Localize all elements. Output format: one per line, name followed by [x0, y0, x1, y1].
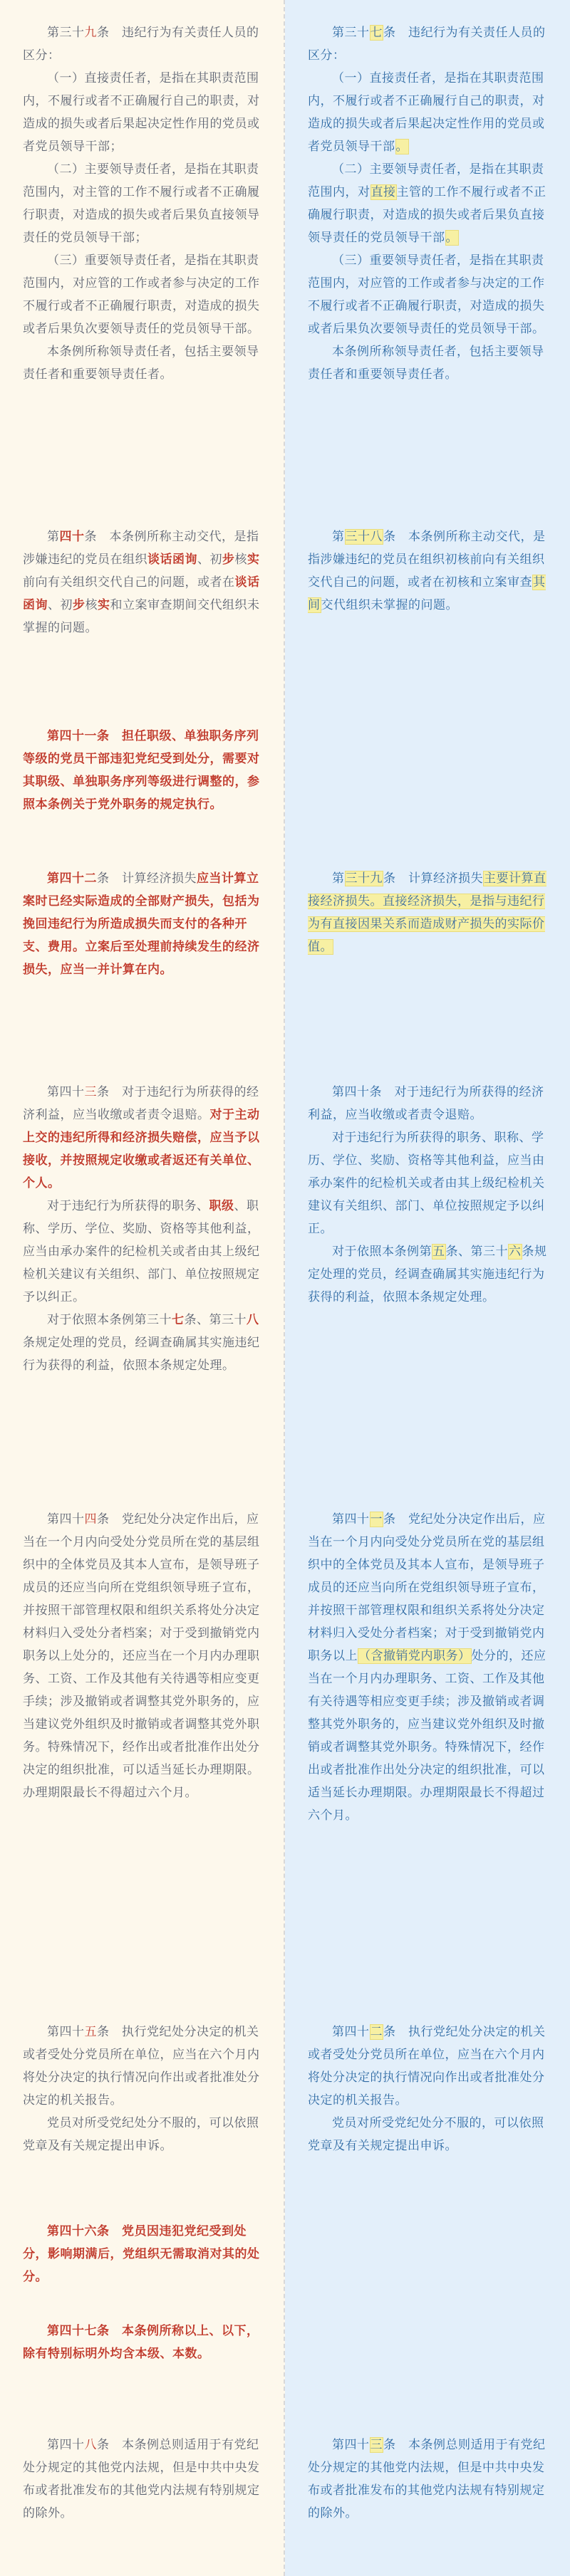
right-article-39: 第三十九条 计算经济损失主要计算直接经济损失。直接经济损失，是指与违纪行为有直接因果关系而造成财产损失的实际价值。: [308, 871, 546, 954]
left-art39-item3: （三）重要领导责任者，是指在其职责范围内，对应管的工作或者参与决定的工作不履行或者不正确履行职责，对造成的损失或者后果负次要领导责任的党员领导干部。: [23, 253, 260, 336]
left-art39-item1: （一）直接责任者，是指在其职责范围内，不履行或者不正确履行自己的职责，对造成的损失或者后果起决定性作用的党员或者党员领导干部；: [23, 71, 260, 154]
left-article-43: 第四十三条 对于违纪行为所获得的经济利益，应当收缴或者责令退赔。对于主动上交的违纪所得和经济损失赔偿，应当予以接收，并按照规定收缴或者返还有关单位、个人。 对于违纪行为所获得的职务、职级、职称、学历、学位、奖励、资格等其他利益，应当由承办案件的纪检机关或者由其上级纪检机关建议有关组织、部门、单位按照规定予以纠正。 对于依照本条例第三十七条、第三十八条规定处理的党员，经调查确属其实施违纪行为获得的利益，依照本条规定处理。: [23, 1085, 260, 1373]
right-article-41: 第四十一条 党纪处分决定作出后，应当在一个月内向受处分党员所在党的基层组织中的全体党员及其本人宣布，是领导班子成员的还应当向所在党组织领导班子宣布，并按照干部管理权限和组织关系将处分决定材料归入受处分者档案；对于受到撤销党内职务以上（含撤销党内职务）处分的，还应当在一个月内办理职务、工资、工作及其他有关待遇等相应变更手续；涉及撤销或者调整其党外职务的，应当建议党外组织及时撤销或者调整其党外职务。特殊情况下，经作出或者批准作出处分决定的组织批准，可以适当延长办理期限。办理期限最长不得超过六个月。: [308, 1512, 546, 1823]
left-art39-note: 本条例所称领导责任者，包括主要领导责任者和重要领导责任者。: [23, 345, 259, 382]
right-article-40: 第四十条 对于违纪行为所获得的经济利益，应当收缴或者责令退赔。 对于违纪行为所获得的职务、职称、学历、学位、奖励、资格等其他利益，应当由承办案件的纪检机关或者由其上级纪检机关建议有关组织、部门、单位按照规定予以纠正。 对于依照本条例第五条、第三十六条规定处理的党员，经调查确属其实施违纪行为获得的利益，依照本条规定处理。: [308, 1085, 547, 1304]
right-article-38: 第三十八条 本条例所称主动交代，是指涉嫌违纪的党员在组织初核前向有关组织交代自己的问题，或者在初核和立案审查其间交代组织未掌握的问题。: [308, 530, 546, 612]
left-art39-item2: （二）主要领导责任者，是指在其职责范围内，对主管的工作不履行或者不正确履行职责，对造成的损失或者后果负直接领导责任的党员领导干部；: [23, 162, 260, 245]
right-article-43: 第四十三条 本条例总则适用于有党纪处分规定的其他党内法规，但是中共中央发布或者批准发布的其他党内法规有特别规定的除外。: [308, 2438, 546, 2520]
right-article-37: 第三十七条 违纪行为有关责任人员的区分： （一）直接责任者，是指在其职责范围内，不履行或者不正确履行自己的职责，对造成的损失或者后果起决定性作用的党员或者党员领导干部。 （二）主要领导责任者，是指在其职责范围内，对直接主管的工作不履行或者不正确履行职责，对造成的损失或者后果负直接领导责任的党员领导干部。 （三）重要领导责任者，是指在其职责范围内，对应管的工作或者参与决定的工作不履行或者不正确履行职责，对造成的损失或者后果负次要领导责任的党员领导干部。 本条例所称领导责任者，包括主要领导责任者和重要领导责任者。: [308, 26, 546, 382]
left-article-39: [0, 21, 284, 386]
left-article-41: 第四十一条 担任职级、单独职务序列等级的党员干部违犯党纪受到处分，需要对其职级、单独职务序列等级进行调整的，参照本条例关于党外职务的规定执行。: [23, 729, 260, 812]
left-article-47: 第四十七条 本条例所称以上、以下，除有特别标明外均含本级、本数。: [23, 2324, 259, 2361]
right-article-42: 第四十二条 执行党纪处分决定的机关或者受处分党员所在单位，应当在六个月内将处分决定的执行情况向作出或者批准处分决定的机关报告。 党员对所受党纪处分不服的，可以依照党章及有关规定提出申诉。: [308, 2025, 546, 2153]
left-article-46: 第四十六条 党员因违犯党纪受到处分，影响期满后，党组织无需取消对其的处分。: [23, 2224, 260, 2284]
left-article-42: 第四十二条 计算经济损失应当计算立案时已经实际造成的全部财产损失，包括为挽回违纪行为所造成损失而支付的各种开支、费用。立案后至处理前持续发生的经济损失，应当一并计算在内。: [23, 871, 260, 977]
left-article-45: 第四十五条 执行党纪处分决定的机关或者受处分党员所在单位，应当在六个月内将处分决定的执行情况向作出或者批准处分决定的机关报告。 党员对所受党纪处分不服的，可以依照党章及有关规定提出申诉。: [23, 2025, 260, 2153]
right-column-new-version: [285, 0, 570, 2576]
left-article-44: 第四十四条 党纪处分决定作出后，应当在一个月内向受处分党员所在党的基层组织中的全体党员及其本人宣布，是领导班子成员的还应当向所在党组织领导班子宣布，并按照干部管理权限和组织关系将处分决定材料归入受处分者档案；对于受到撤销党内职务以上处分的，还应当在一个月内办理职务、工资、工作及其他有关待遇等相应变更手续；涉及撤销或者调整其党外职务的，应当建议党外组织及时撤销或者调整其党外职务。特殊情况下，经作出或者批准作出处分决定的组织批准，可以适当延长办理期限。办理期限最长不得超过六个月。: [23, 1512, 260, 1800]
left-article-40: 第四十条 本条例所称主动交代，是指涉嫌违纪的党员在组织谈话函询、初步核实前向有关组织交代自己的问题，或者在谈话函询、初步核实和立案审查期间交代组织未掌握的问题。: [23, 530, 260, 635]
left-article-48: 第四十八条 本条例总则适用于有党纪处分规定的其他党内法规，但是中共中央发布或者批准发布的其他党内法规有特别规定的除外。: [23, 2438, 260, 2520]
left-art39-heading: 第三十九条 违纪行为有关责任人员的区分：: [23, 26, 259, 63]
